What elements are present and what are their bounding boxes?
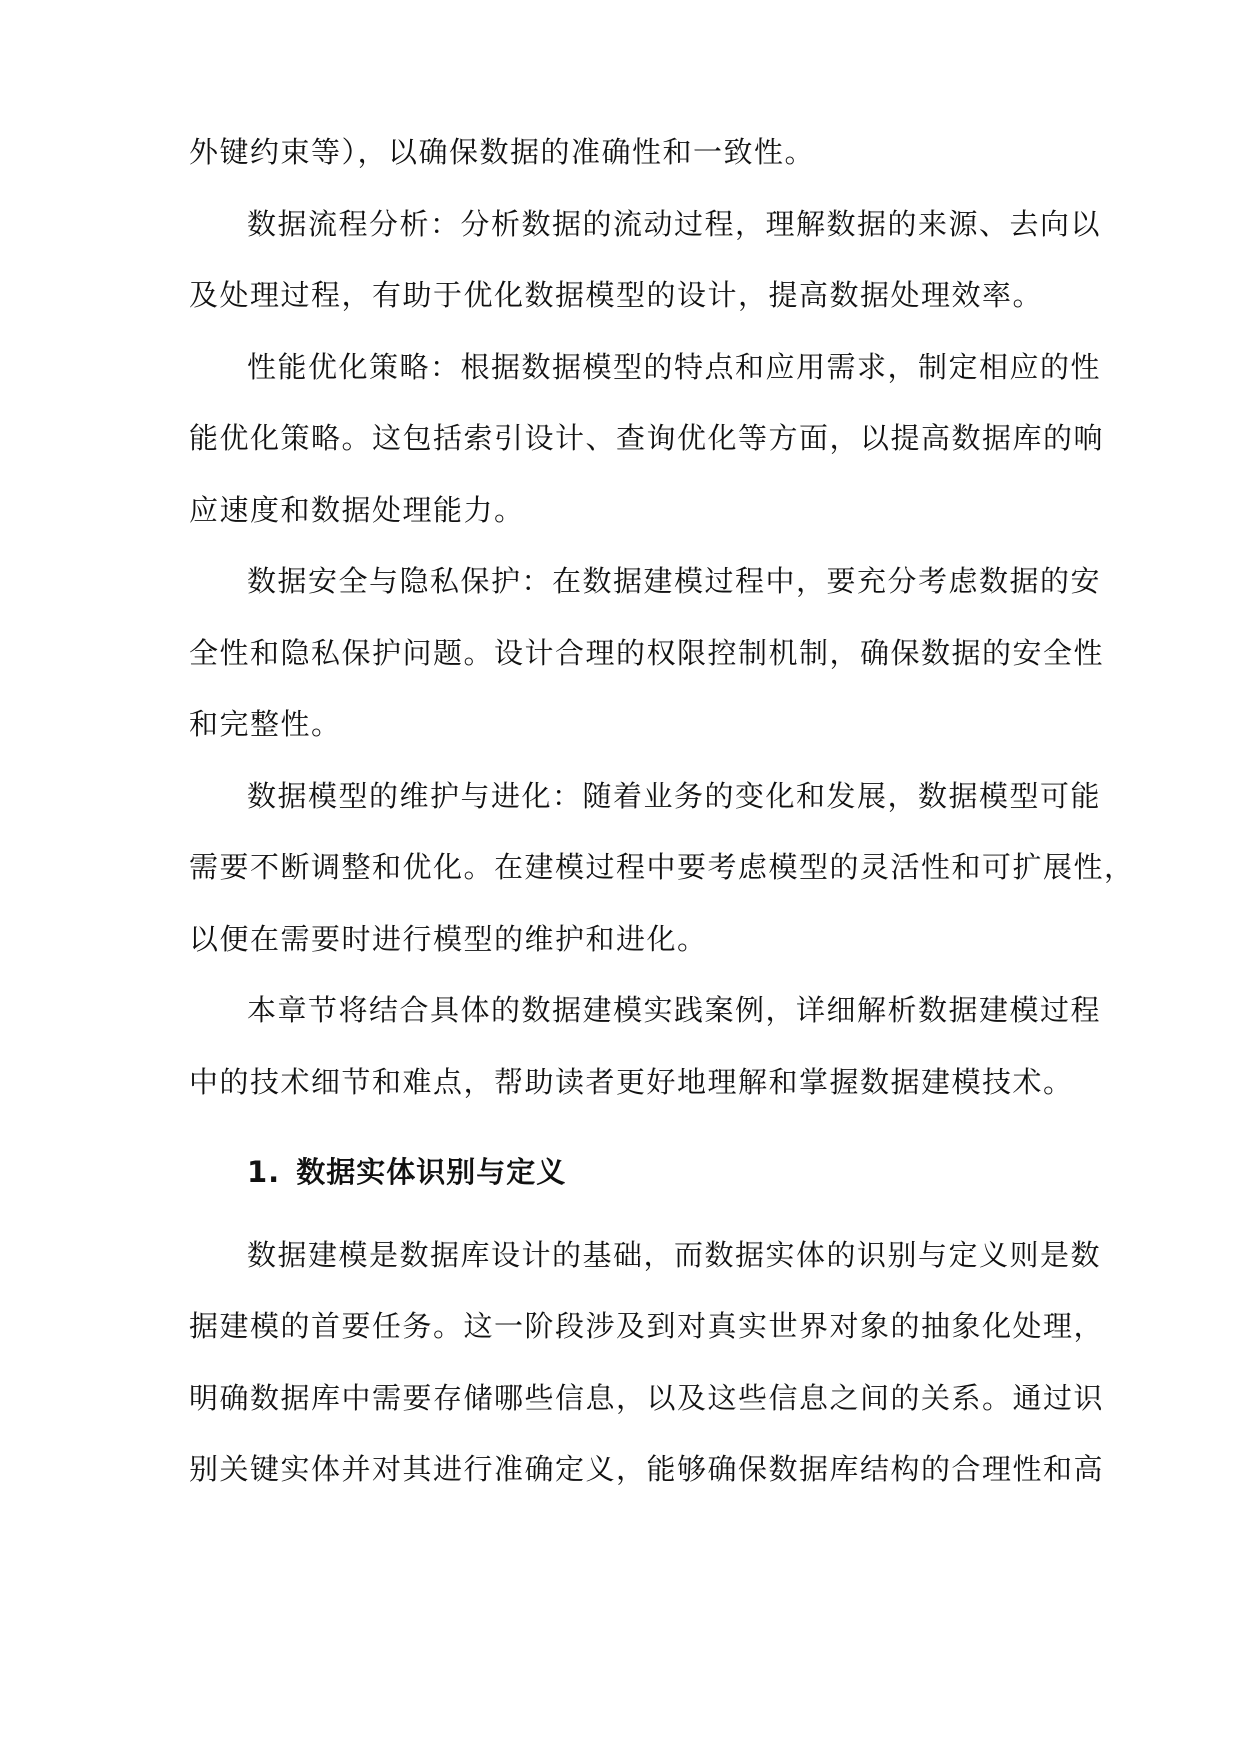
paragraph-line: 本章节将结合具体的数据建模实践案例，详细解析数据建模过程 [247,993,1102,1027]
paragraph-line: 明确数据库中需要存储哪些信息，以及这些信息之间的关系。通过识 [189,1381,1105,1415]
paragraph-line: 数据安全与隐私保护：在数据建模过程中，要充分考虑数据的安 [247,564,1102,598]
paragraph-line: 据建模的首要任务。这一阶段涉及到对真实世界对象的抽象化处理， [189,1309,1105,1343]
section-heading [247,1154,566,1190]
paragraph-line: 外键约束等），以确保数据的准确性和一致性。 [189,135,816,169]
paragraph-line: 数据模型的维护与进化：随着业务的变化和发展，数据模型可能 [247,779,1102,813]
paragraph-line: 性能优化策略：根据数据模型的特点和应用需求，制定相应的性 [247,350,1102,384]
paragraph-line: 中的技术细节和难点，帮助读者更好地理解和掌握数据建模技术。 [189,1065,1074,1099]
paragraph-line: 能优化策略。这包括索引设计、查询优化等方面，以提高数据库的响 [189,421,1105,455]
section-number: 1. [247,1155,281,1189]
paragraph-line: 和完整性。 [189,707,342,741]
paragraph-line: 以便在需要时进行模型的维护和进化。 [189,922,708,956]
paragraph-line: 应速度和数据处理能力。 [189,493,525,527]
paragraph-line: 全性和隐私保护问题。设计合理的权限控制机制，确保数据的安全性 [189,636,1105,670]
paragraph-line: 别关键实体并对其进行准确定义，能够确保数据库结构的合理性和高 [189,1452,1105,1486]
paragraph-line: 需要不断调整和优化。在建模过程中要考虑模型的灵活性和可扩展性， [189,850,1135,884]
paragraph-line: 数据建模是数据库设计的基础，而数据实体的识别与定义则是数 [247,1238,1102,1272]
paragraph-line: 及处理过程，有助于优化数据模型的设计，提高数据处理效率。 [189,278,1044,312]
paragraph-line: 数据流程分析：分析数据的流动过程，理解数据的来源、去向以 [247,207,1102,241]
section-title: 数据实体识别与定义 [296,1155,567,1189]
